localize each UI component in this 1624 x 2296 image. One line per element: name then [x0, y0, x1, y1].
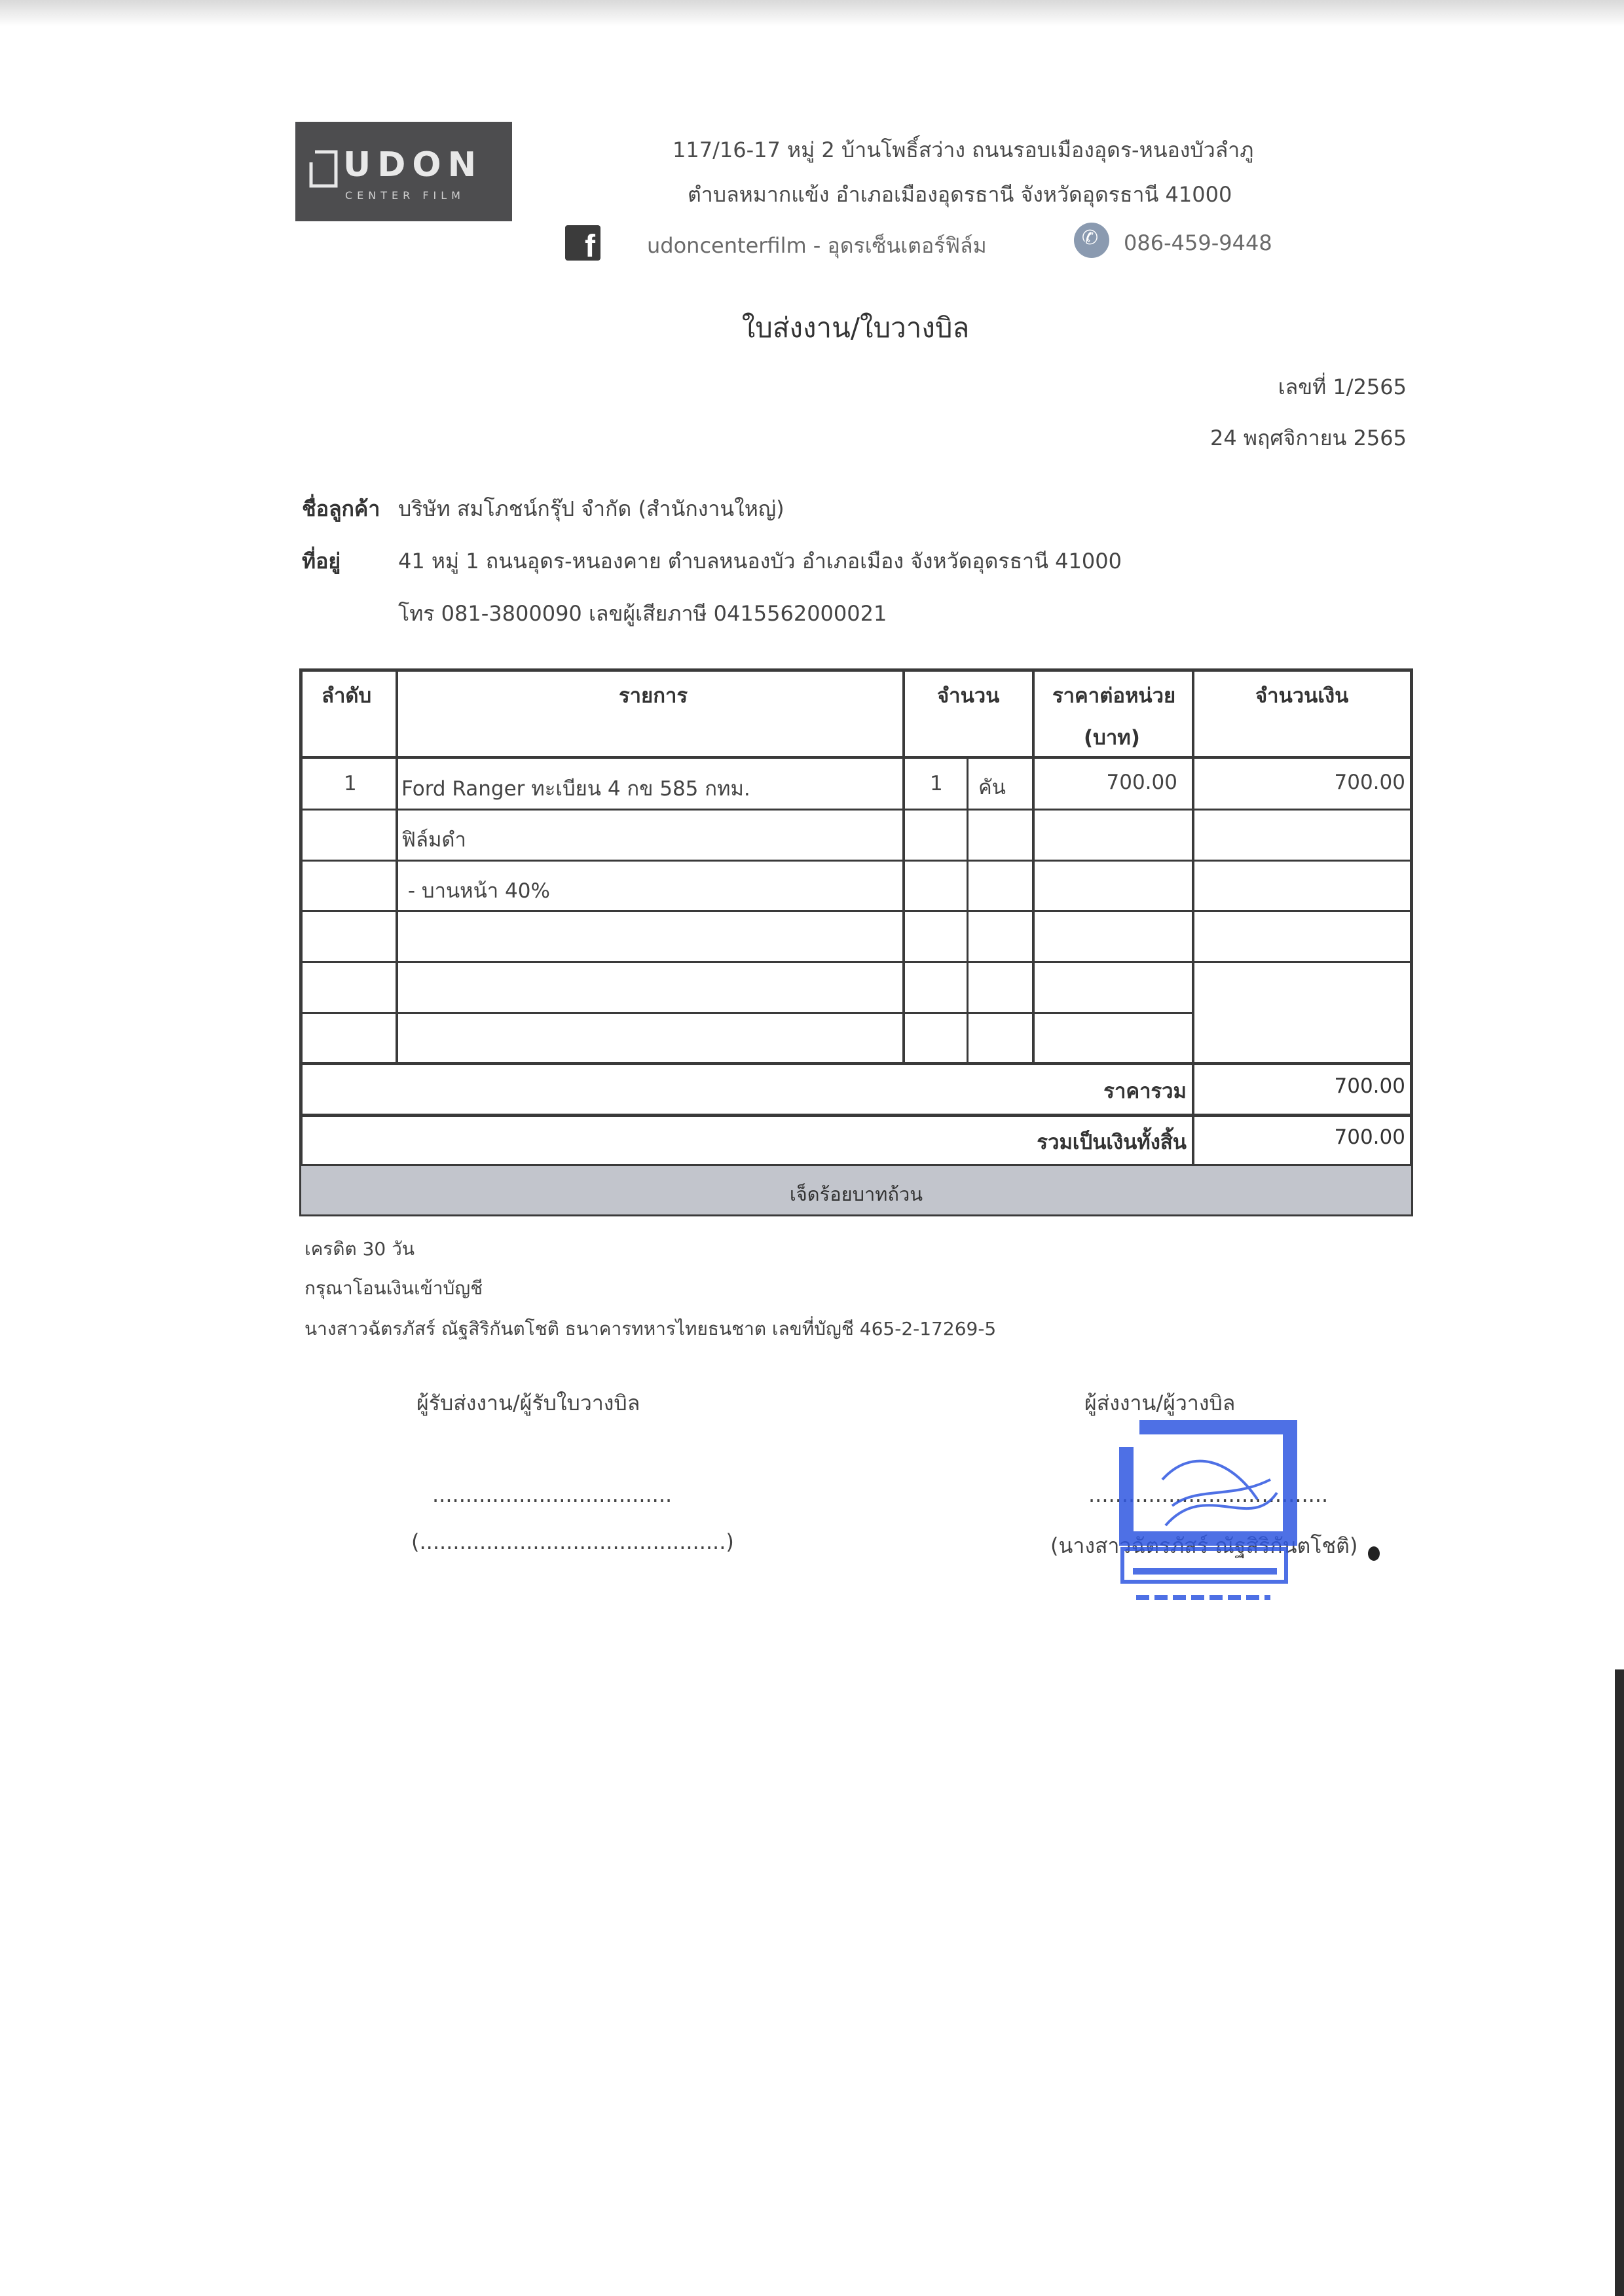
header-amount: จำนวนเงิน — [1255, 684, 1349, 708]
logo-word: UDON — [343, 145, 483, 185]
bank-account-note: นางสาวฉัตรภัสร์ ณัฐสิริกันตโชติ ธนาคารทหารไทยธนชาต เลขที่บัญชี 465-2-17269-5 — [304, 1318, 997, 1339]
total-in-words: เจ็ดร้อยบาทถ้วน — [789, 1183, 923, 1205]
row-1-amount: 700.00 — [1334, 771, 1405, 794]
subtotal-label: ราคารวม — [1103, 1080, 1187, 1103]
document-date: 24 พฤศจิกายน 2565 — [1210, 426, 1407, 450]
header-item: รายการ — [619, 684, 688, 708]
header-no: ลำดับ — [322, 684, 372, 708]
row-1-qty: 1 — [930, 772, 943, 795]
sender-name-line: (นางสาวฉัตรภัสร์ ณัฐสิริกันตโชติ) — [1050, 1533, 1358, 1558]
total-label: รวมเป็นเงินทั้งสิ้น — [1037, 1131, 1187, 1154]
scan-shadow-top — [0, 0, 1624, 26]
company-address-line1: 117/16-17 หมู่ 2 บ้านโพธิ์สว่าง ถนนรอบเมืองอุดร-หนองบัวลำภู — [673, 137, 1254, 162]
row-2-item: ฟิล์มดำ — [401, 828, 466, 852]
phone-icon: ✆ — [1074, 223, 1109, 258]
credit-note: เครดิต 30 วัน — [304, 1238, 415, 1260]
header-qty: จำนวน — [937, 684, 1000, 708]
row-1-unit: คัน — [978, 776, 1006, 799]
receiver-name-line: (..............................................) — [411, 1529, 734, 1554]
company-address-line2: ตำบลหมากแข้ง อำเภอเมืองอุดรธานี จังหวัดอุดรธานี 41000 — [688, 182, 1232, 207]
customer-name: บริษัท สมโภชน์กรุ๊ป จำกัด (สำนักงานใหญ่) — [398, 496, 784, 521]
row-1-item: Ford Ranger ทะเบียน 4 กข 585 กทม. — [401, 777, 750, 801]
logo-mark-icon — [307, 148, 340, 190]
customer-address-label: ที่อยู่ — [302, 549, 341, 574]
facebook-text: udoncenterfilm - อุดรเซ็นเตอร์ฟิล์ม — [647, 233, 987, 258]
row-1-no: 1 — [344, 772, 357, 795]
total-value: 700.00 — [1334, 1125, 1405, 1149]
company-logo — [295, 122, 512, 221]
header-unit-price-sub: (บาท) — [1084, 726, 1140, 750]
document-title: ใบส่งงาน/ใบวางบิล — [741, 312, 970, 344]
company-stamp-icon — [1100, 1401, 1323, 1617]
receiver-title: ผู้รับส่งงาน/ผู้รับใบวางบิล — [416, 1391, 640, 1415]
phone-number: 086-459-9448 — [1124, 230, 1272, 255]
customer-address: 41 หมู่ 1 ถนนอุดร-หนองคาย ตำบลหนองบัว อำเภอเมือง จังหวัดอุดรธานี 41000 — [398, 549, 1122, 574]
total-in-words-bar — [301, 1166, 1411, 1214]
customer-contact: โทร 081-3800090 เลขผู้เสียภาษี 0415562000021 — [398, 601, 887, 626]
transfer-note: กรุณาโอนเงินเข้าบัญชี — [304, 1277, 483, 1299]
facebook-icon: f — [565, 225, 600, 261]
sender-title: ผู้ส่งงาน/ผู้วางบิล — [1084, 1391, 1236, 1415]
ink-dot — [1368, 1546, 1380, 1561]
items-table — [299, 668, 1413, 1216]
customer-name-label: ชื่อลูกค้า — [302, 496, 380, 521]
scan-edge-right — [1615, 1669, 1624, 2296]
subtotal-value: 700.00 — [1334, 1074, 1405, 1098]
sender-signature-line: .................................... — [1088, 1482, 1329, 1507]
logo-sub: CENTER FILM — [345, 189, 465, 202]
row-3-item: - บานหน้า 40% — [401, 879, 550, 903]
row-1-unit-price: 700.00 — [1106, 771, 1177, 794]
header-unit-price: ราคาต่อหน่วย — [1052, 684, 1176, 708]
receiver-signature-line: .................................... — [432, 1482, 673, 1507]
document-number: เลขที่ 1/2565 — [1278, 374, 1407, 399]
